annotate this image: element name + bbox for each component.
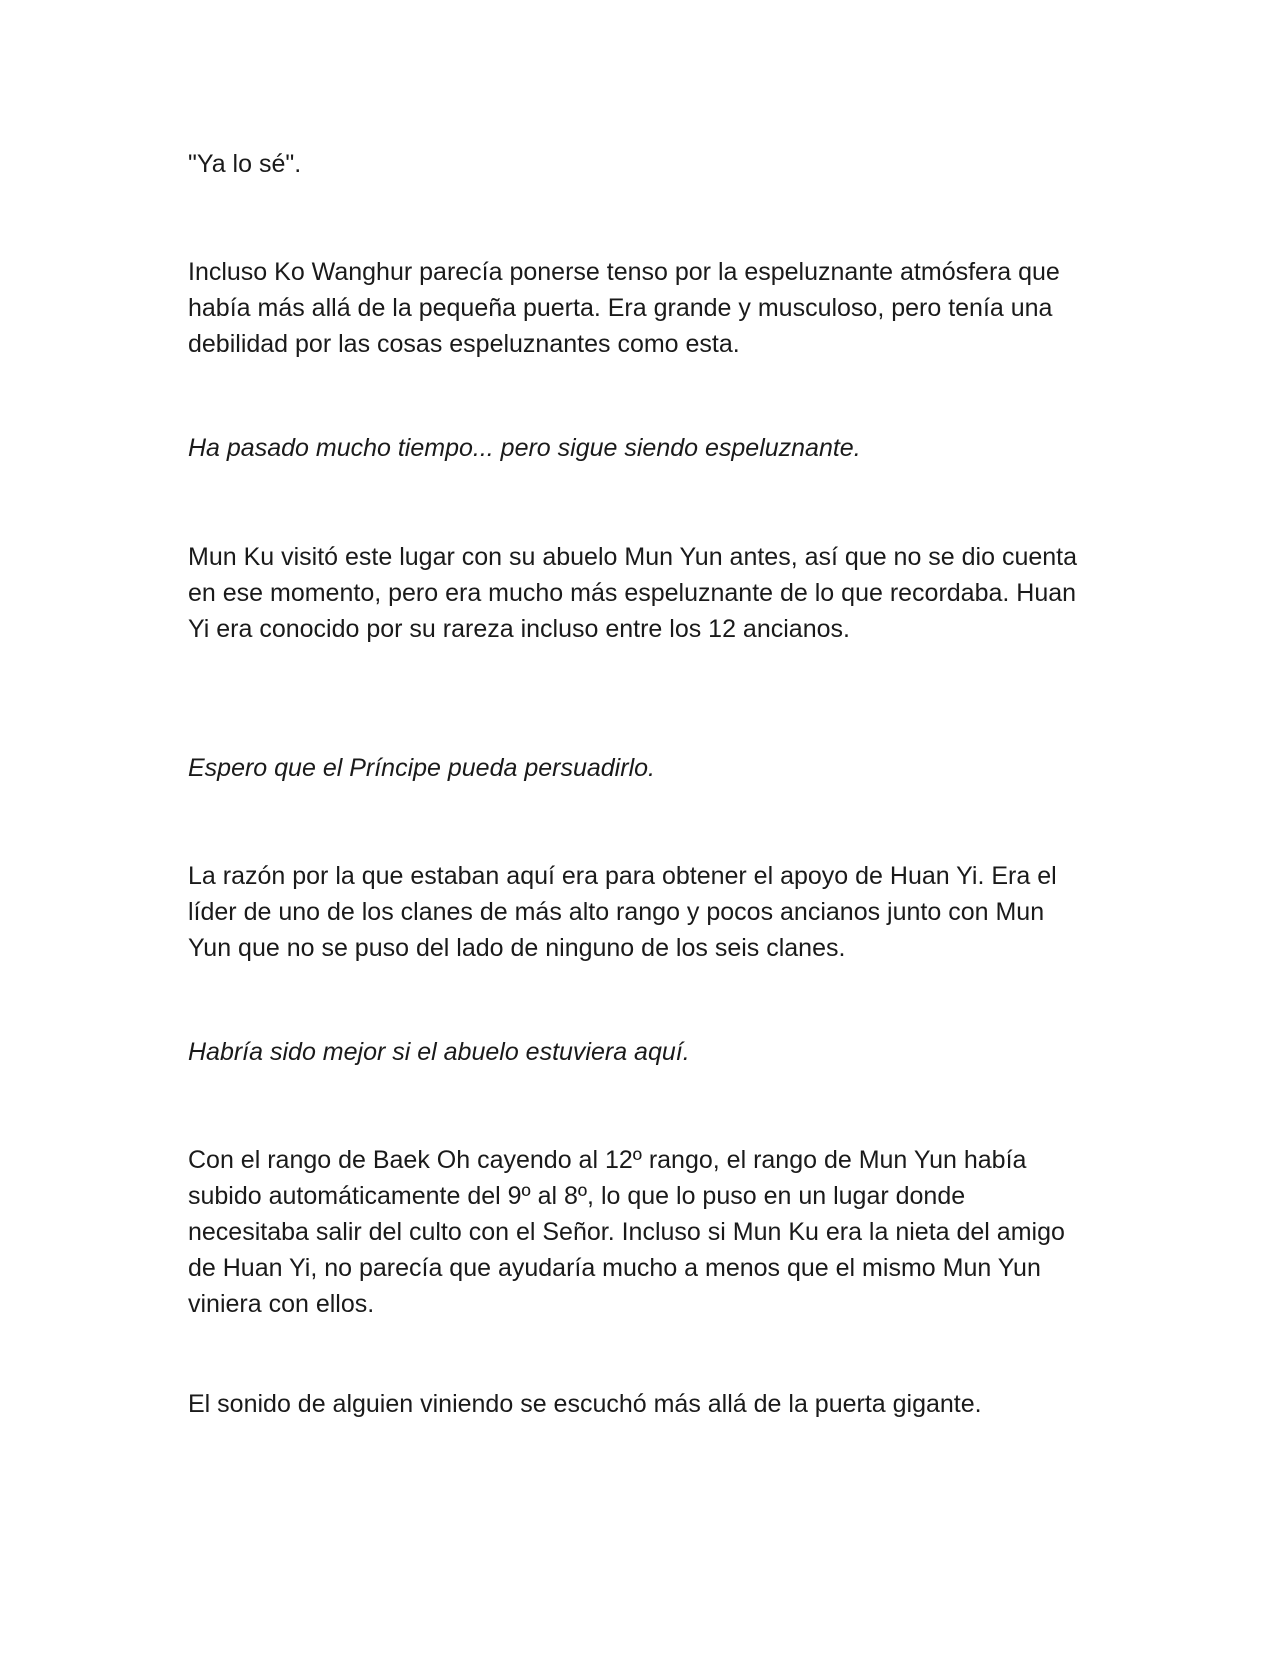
paragraph-baek-oh: Con el rango de Baek Oh cayendo al 12º rango, el rango de Mun Yun había subido automáticamente del 9º al 8º, lo que lo puso en un lugar donde necesitaba salir del culto con el Señor. Incluso si Mun Ku era la nieta del amigo de Huan Yi, no parecía que ayudaría mucho a menos que el mismo Mun Yun viniera con ellos. [188, 1146, 1065, 1318]
paragraph-huan-yi: La razón por la que estaban aquí era para obtener el apoyo de Huan Yi. Era el líder de uno de los clanes de más alto rango y pocos ancianos junto con Mun Yun que no se puso del lado de ninguno de los seis clanes. [188, 862, 1057, 962]
paragraph-dialogue: "Ya lo sé". [188, 150, 302, 178]
paragraph-thought-3: Habría sido mejor si el abuelo estuviera aquí. [188, 1038, 690, 1066]
paragraph-mun-ku: Mun Ku visitó este lugar con su abuelo Mun Yun antes, así que no se dio cuenta en ese momento, pero era mucho más espeluznante de lo que recordaba. Huan Yi era conocido por su rareza incluso entre los 12 ancianos. [188, 543, 1078, 643]
paragraph-thought-2: Espero que el Príncipe pueda persuadirlo. [188, 754, 655, 782]
paragraph-thought-1: Ha pasado mucho tiempo... pero sigue siendo espeluznante. [188, 434, 861, 462]
paragraph-sound: El sonido de alguien viniendo se escuchó más allá de la puerta gigante. [188, 1390, 982, 1418]
paragraph-ko-wanghur: Incluso Ko Wanghur parecía ponerse tenso por la espeluznante atmósfera que había más allá de la pequeña puerta. Era grande y musculoso, pero tenía una debilidad por las cosas espeluznantes como esta. [188, 258, 1060, 358]
